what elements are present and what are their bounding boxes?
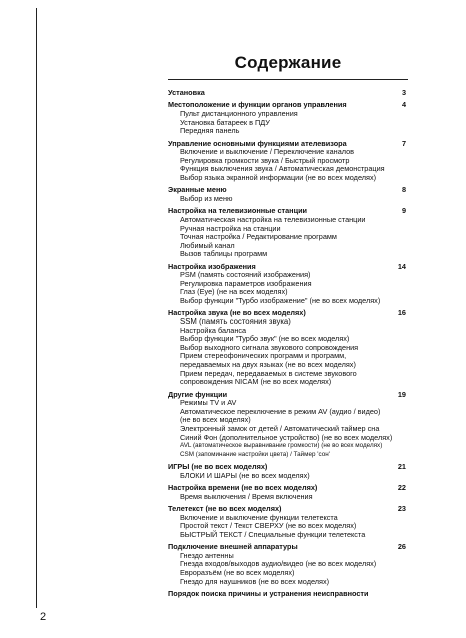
toc-subitem[interactable]: Электронный замок от детей / Автоматический таймер сна	[180, 423, 380, 433]
toc-subitem[interactable]: Время выключения / Время включения	[180, 491, 313, 501]
toc-subitem[interactable]: CSM (запоминание настройки цвета) / Таймер 'сон'	[180, 450, 330, 458]
toc-subitem[interactable]: БЛОКИ И ШАРЫ (не во всех моделях)	[180, 470, 310, 480]
toc-section	[168, 391, 408, 460]
title-underline	[168, 79, 408, 80]
toc-heading-text: Настройка изображения	[168, 261, 256, 271]
toc-heading-text: Управление основными функциями ателевизора	[168, 138, 347, 148]
toc-subitem[interactable]: Настройка баланса	[180, 325, 247, 335]
toc-heading-text: Настройка на телевизионные станции	[168, 206, 308, 216]
toc-section	[168, 207, 408, 259]
toc-section	[168, 89, 408, 98]
toc-subitem[interactable]: Выбор выходного сигнала звукового сопровождения	[180, 342, 359, 352]
toc-heading[interactable]	[168, 89, 408, 98]
toc-subitem[interactable]: Регулировка параметров изображения	[180, 278, 312, 288]
toc-heading-text: Экранные меню	[168, 185, 227, 195]
toc-subitem[interactable]: SSM (память состояния звука)	[180, 317, 291, 327]
toc-subitem[interactable]: Точная настройка / Редактирование программ	[180, 232, 337, 242]
toc-subitem[interactable]: Установка батареек в ПДУ	[180, 117, 270, 127]
toc-subitem[interactable]: AVL (автоматическое выравнивание громкости) (не во всех моделях)	[180, 442, 383, 450]
toc-subitem[interactable]: Выбор из меню	[180, 193, 233, 203]
toc-subitem[interactable]: Ручная настройка на станции	[180, 223, 281, 233]
toc-page-number: 26	[397, 542, 406, 552]
toc-page-number	[406, 590, 408, 599]
toc-heading-text: Местоположение и функции органов управления	[168, 100, 347, 110]
page-title: Содержание	[234, 53, 342, 72]
toc-subitem[interactable]: Синий Фон (дополнительное устройство) (не во всех моделях)	[180, 432, 393, 442]
toc-page-number: 7	[401, 138, 406, 148]
toc-section	[168, 101, 408, 135]
toc-page-number: 14	[397, 261, 406, 271]
toc-page-number: 19	[397, 389, 406, 399]
toc-page-number: 23	[397, 504, 406, 514]
toc-section	[168, 309, 408, 386]
toc-page-number: 8	[401, 185, 406, 195]
toc-subitem[interactable]: Прием стереофонических программ и программ,	[180, 351, 347, 361]
toc-subitem[interactable]: Простой текст / Текст СВЕРХУ (не во всех моделях)	[180, 521, 357, 531]
toc-subitem[interactable]: Выбор функции "Турбо звук" (не во всех моделях)	[180, 334, 350, 344]
toc-subitem[interactable]: Глаз (Eye) (не на всех моделях)	[180, 287, 288, 297]
toc-subitem[interactable]: PSM (память состояний изображения)	[180, 270, 311, 280]
toc-section	[168, 590, 408, 599]
toc-subitem[interactable]: Пульт дистанционного управления	[180, 108, 298, 118]
page-number: 2	[40, 611, 47, 623]
toc-subitem[interactable]: сопровождения NICAM (не во всех моделях)	[180, 377, 332, 387]
toc-subitem[interactable]: Гнездо для наушников (не во всех моделях)	[180, 576, 330, 586]
toc-heading-text: Телетекст (не во всех моделях)	[168, 504, 282, 514]
toc-subitem[interactable]: Автоматическое переключение в режим AV (аудио / видео)	[180, 406, 381, 416]
toc-page-number: 21	[397, 462, 406, 472]
toc-page-number: 3	[401, 88, 406, 97]
toc-subitem[interactable]: Включение и выключение / Переключение каналов	[180, 147, 355, 157]
toc-heading-text: Другие функции	[168, 389, 228, 399]
toc-subitem[interactable]: передаваемых на двух языках (не во всех моделях)	[180, 360, 356, 369]
toc-subitem[interactable]: Гнездо антенны	[180, 550, 234, 560]
toc-subitem[interactable]: (не во всех моделях)	[180, 415, 251, 425]
left-margin-rule	[36, 8, 37, 608]
toc-subitem[interactable]: Функция выключения звука / Автоматическая демонстрация	[180, 164, 385, 174]
toc-section	[168, 484, 408, 501]
toc-heading-text: ИГРЫ (не во всех моделях)	[168, 462, 268, 472]
toc-section	[168, 263, 408, 306]
toc-heading[interactable]	[168, 590, 408, 599]
toc-heading-text: Подключение внешней аппаратуры	[168, 542, 298, 552]
toc-subitem[interactable]: Передняя панель	[180, 126, 240, 136]
toc-subitem[interactable]: Вызов таблицы программ	[180, 249, 268, 259]
toc-page-number: 22	[397, 483, 406, 493]
toc-subitem[interactable]: Включение и выключение функции телетекста	[180, 512, 338, 522]
toc-heading-text: Настройка звука (не во всех моделях)	[168, 308, 306, 318]
toc-subitem[interactable]: Регулировка громкости звука / Быстрый просмотр	[180, 155, 350, 165]
toc-subitem[interactable]: Любимый канал	[180, 240, 235, 250]
toc-heading-text: Настройка времени (не во всех моделях)	[168, 483, 318, 493]
toc-subitem[interactable]: Прием передач, передаваемых в системе звукового	[180, 368, 357, 378]
toc-page-number: 16	[397, 308, 406, 318]
toc-section	[168, 543, 408, 586]
toc-page-number: 9	[401, 206, 406, 216]
toc-subitem[interactable]: Выбор языка экранной информации (не во всех моделях)	[180, 172, 377, 182]
toc-heading-text: Установка	[168, 88, 205, 97]
toc-subitem[interactable]: БЫСТРЫЙ ТЕКСТ / Специальные функции телетекста	[180, 529, 366, 539]
toc-subitem[interactable]: Евроразъём (не во всех моделях)	[180, 568, 295, 578]
toc-section	[168, 140, 408, 183]
toc-heading-text: Порядок поиска причины и устранения неисправности	[168, 589, 369, 599]
toc-subitem[interactable]: Гнезда входов/выходов аудио/видео (не во всех моделях)	[180, 559, 377, 569]
table-of-contents	[168, 89, 408, 602]
toc-subitem[interactable]: Выбор функции "Турбо изображение" (не во всех моделях)	[180, 296, 381, 306]
toc-subitem[interactable]: Режимы TV и AV	[180, 398, 237, 408]
toc-section	[168, 186, 408, 203]
toc-subitem[interactable]: Автоматическая настройка на телевизионные станции	[180, 214, 366, 224]
toc-section	[168, 463, 408, 480]
toc-section	[168, 505, 408, 539]
toc-page-number: 4	[401, 100, 406, 110]
